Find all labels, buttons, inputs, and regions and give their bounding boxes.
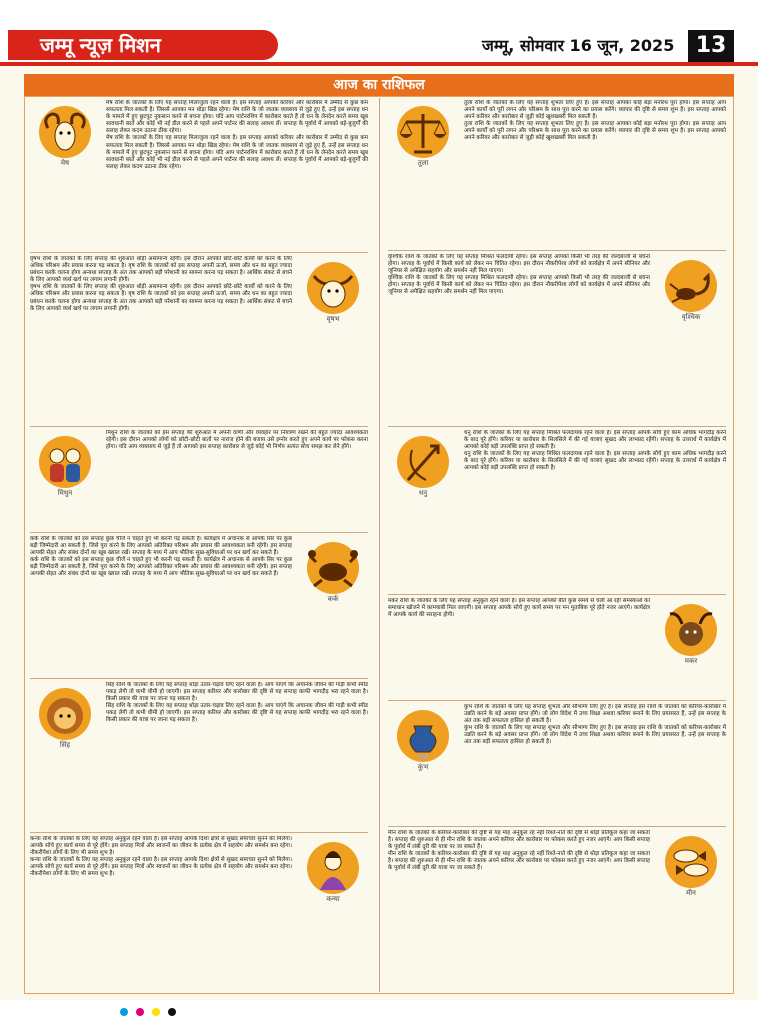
horoscope-text-continued: मीन राशि के जातकों के करियर-कारोबार की दृष्टि से यह माह अनुकूल रहे नहीं रिश्ते-नाते की दृष्टि से थोड़ा प्रतिकूल कहा जा सकता है। सप्ताह की शुरुआत से ही मीन राशि के जातक अपने करियर और कारोबार पर फोकस करते हुए नजर आएंगे। आप किसी सप्ताह के पूर्वार्ध में लंबी दूरी की यात्रा पर जा सकते हैं।: [388, 851, 650, 872]
divider: [30, 426, 368, 427]
sign-label: तुला: [417, 159, 429, 167]
horoscope-text: कर्क राशि के जातकों को इस सप्ताह कुछ चीजें न चाहते हुए भी करनी पड़ सकती हैं। कार्यक्षेत्र में अचानक से आपके सिर पर कुछ बड़ी जिम्मेदारी आ सकती है, जिसे पूरा करने के लिए आपको अतिरिक्त परिश्रम और प्रयास की आवश्यकता बनी रहेगी। इस सप्ताह आपकी सेहत और संबंध दोनों का खूब ख्याल रखें। सप्ताह के मध्य में आप भौतिक सुख-सुविधाओं पर धन खर्च कर सकते हैं।: [30, 536, 292, 557]
registration-mark-icon: [152, 1008, 160, 1016]
crab-icon: [298, 536, 368, 606]
header-rule: [0, 62, 758, 66]
horoscope-text: धनु राशि के जातकों के लिए यह सप्ताह मिश्रित फलदायक रहने वाला है। इस सप्ताह आपके सोचे हुए काम अधिक भागदौड़ करने के बाद पूरे होंगे। करियर या कारोबार के सिलसिले में की गई यात्राएं सुखद और लाभप्रद रहेंगी। सप्ताह के उत्तरार्ध में कार्यक्षेत्र में आपको कोई बड़ी उपलब्धि प्राप्त हो सकती है।: [464, 430, 726, 451]
column-divider: [379, 98, 380, 992]
horoscope-meen: [388, 830, 726, 990]
horoscope-text: कुंभ राशि के जातकों के लिए यह सप्ताह शुभता और सौभाग्य लिए हुए है। इस सप्ताह इस राशि के जातकों को करियर-कारोबार में उन्नति करने के बड़े अवसर प्राप्त होंगे। जो लोग विदेश में उच्च शिक्षा अथवा करियर बनाने के लिए प्रयासरत हैं, उन्हें इस सप्ताह के अंत तक बड़ी सफलता हासिल हो सकती है।: [464, 704, 726, 725]
divider: [30, 252, 368, 253]
horoscope-text: वृश्चिक राशि के जातकों के लिए यह सप्ताह मिश्रित फलदायी रहेगा। इस सप्ताह आपको किसी भी तरह की जल्दबाजी से बचना होगा। सप्ताह के पूर्वार्ध में किसी कार्य को लेकर मन चिंतित रहेगा। इस दौरान नौकरीपेशा लोगों को कार्यक्षेत्र में अपने सीनियर और जूनियर से अपेक्षित सहयोग और समर्थन नहीं मिल पाएगा।: [388, 254, 650, 275]
archer-icon: [388, 430, 458, 500]
divider: [30, 532, 368, 533]
goat-icon: [656, 598, 726, 668]
sign-label: धनु: [418, 489, 428, 497]
bull-icon: [298, 256, 368, 326]
horoscope-text: मिथुन राशि के जातकों को इस सप्ताह की शुरुआत में अपनी वाणी और व्यवहार पर नियंत्रण रखने की बहुत ज्यादा आवश्यकता रहेगी। इस दौरान आपको लोगों को छोटी-छोटी बातों पर नाराज होने की बजाय उसे इग्नोर करते हुए अपने कार्य पर फोकस करना होगा। यदि आप व्यवसाय से जुड़े हैं तो आपको इस सप्ताह कारोबार से जुड़े कोई भी निर्णय अत्यंत सोच समझ कर लेने होंगे।: [106, 430, 368, 451]
horoscope-kumbh: [388, 704, 726, 824]
horoscope-text: तुला राशि के जातकों के लिए यह सप्ताह शुभता लिए हुए है। इस सप्ताह आपका कोई बड़ा मनोरथ पूरा होगा। इस सप्ताह आप अपने कार्यों को पूरी लगन और परिश्रम के साथ पूरा करने का प्रयास करेंगे। व्यापार की दृष्टि से समय शुभ है। इस सप्ताह आपको अपने करियर और कारोबार से जुड़ी कोई खुशखबरी मिल सकती है।: [464, 100, 726, 121]
sign-label: मिथुन: [57, 489, 73, 497]
horoscope-text-continued: वृषभ राशि के जातकों के लिए सप्ताह की शुरुआत थोड़ी असामान्य रहेगी। इस दौरान आपको छोटे-छोटे कार्यों को करने के लिए अधिक परिश्रम और प्रयास करना पड़ सकता है। वृष राशि के जातकों को इस सप्ताह अपनी ऊर्जा, समय और धन का बहुत ज्यादा प्रबंधन करके चलना होगा अन्यथा सप्ताह के अंत तक आपको बड़ी परेशानी का सामना करना पड़ सकता है। आर्थिक संकट से बचने के लिए आपको व्यर्थ खर्च पर लगाम लगानी होगी।: [30, 284, 292, 312]
horoscope-text: मकर राशि के जातकों के लिए यह सप्ताह अनुकूल रहने वाला है। इस सप्ताह आपको बीते कुछ समय से चली आ रही समस्याओं का समाधान खोजने में कामयाबी मिल जाएगी। इस सप्ताह आपके सोचे हुए कार्य समय पर मन मुताबिक पूरे होते नजर आएंगे। कार्यक्षेत्र में आपके कार्य की सराहना होगी।: [388, 598, 650, 619]
maiden-icon: [298, 836, 368, 906]
sign-label: कुंभ: [417, 763, 429, 771]
horoscope-kanya: [30, 836, 368, 990]
horoscope-text-continued: सिंह राशि के जातकों के लिए यह सप्ताह थोड़ा उतार-चढ़ाव लिए रहने वाला है। आप पाएंगे कि अचानक जीवन की गाड़ी कभी स्पीड पकड़ लेगी तो कभी धीमी हो जाएगी। इस सप्ताह करियर और कारोबार की दृष्टि से यह सप्ताह काफी भागदौड़ भरा रहने वाला है। किसी प्रकार की यात्रा पर जाना पड़ सकता है।: [106, 703, 368, 724]
masthead: [0, 0, 758, 62]
scorpion-icon: [656, 254, 726, 324]
horoscope-text: कन्या राशि के जातकों के लिए यह सप्ताह अनुकूल रहने वाला है। इस सप्ताह आपके दिशा क्षेत्रों से सुखद समाचार सुनने को मिलेगा। आपके सोचे हुए कार्य समय से पूरे होंगे। इस सप्ताह मित्रों और स्वजनों का जीवन के प्रत्येक क्षेत्र में सहयोग और समर्थन बना रहेगा। नौकरीपेशा लोगों के लिए भी समय शुभ है।: [30, 836, 292, 857]
horoscope-text-continued: धनु राशि के जातकों के लिए यह सप्ताह मिश्रित फलदायक रहने वाला है। इस सप्ताह आपके सोचे हुए काम अधिक भागदौड़ करने के बाद पूरे होंगे। करियर या कारोबार के सिलसिले में की गई यात्राएं सुखद और लाभप्रद रहेंगी। सप्ताह के उत्तरार्ध में कार्यक्षेत्र में आपको कोई बड़ी उपलब्धि प्राप्त हो सकती है।: [464, 451, 726, 472]
sign-label: कन्या: [326, 895, 340, 903]
horoscope-kark: [30, 536, 368, 676]
sign-label: वृश्चिक: [681, 313, 701, 321]
horoscope-text: सिंह राशि के जातकों के लिए यह सप्ताह थोड़ा उतार-चढ़ाव लिए रहने वाला है। आप पाएंगे कि अचानक जीवन की गाड़ी कभी स्पीड पकड़ लेगी तो कभी धीमी हो जाएगी। इस सप्ताह करियर और कारोबार की दृष्टि से यह सप्ताह काफी भागदौड़ भरा रहने वाला है। किसी प्रकार की यात्रा पर जाना पड़ सकता है।: [106, 682, 368, 703]
horoscope-text-continued: तुला राशि के जातकों के लिए यह सप्ताह शुभता लिए हुए है। इस सप्ताह आपका कोई बड़ा मनोरथ पूरा होगा। इस सप्ताह आप अपने कार्यों को पूरी लगन और परिश्रम के साथ पूरा करने का प्रयास करेंगे। व्यापार की दृष्टि से समय शुभ है। इस सप्ताह आपको अपने करियर और कारोबार से जुड़ी कोई खुशखबरी मिल सकती है।: [464, 121, 726, 142]
scales-icon: [388, 100, 458, 170]
divider: [388, 826, 726, 827]
registration-mark-icon: [168, 1008, 176, 1016]
horoscope-text-continued: वृश्चिक राशि के जातकों के लिए यह सप्ताह मिश्रित फलदायी रहेगा। इस सप्ताह आपको किसी भी तरह की जल्दबाजी से बचना होगा। सप्ताह के पूर्वार्ध में किसी कार्य को लेकर मन चिंतित रहेगा। इस दौरान नौकरीपेशा लोगों को कार्यक्षेत्र में अपने सीनियर और जूनियर से अपेक्षित सहयोग और समर्थन नहीं मिल पाएगा।: [388, 275, 650, 296]
horoscope-mithun: [30, 430, 368, 530]
horoscope-text-continued: कुंभ राशि के जातकों के लिए यह सप्ताह शुभता और सौभाग्य लिए हुए है। इस सप्ताह इस राशि के जातकों को करियर-कारोबार में उन्नति करने के बड़े अवसर प्राप्त होंगे। जो लोग विदेश में उच्च शिक्षा अथवा करियर बनाने के लिए प्रयासरत हैं, उन्हें इस सप्ताह के अंत तक बड़ी सफलता हासिल हो सकती है।: [464, 725, 726, 746]
dateline: जम्मू, सोमवार 16 जून, 2025: [482, 36, 675, 55]
section-title: आज का राशिफल: [24, 74, 734, 96]
horoscope-text: मेष राशि के जातकों के लिए यह सप्ताह मिलाजुला रहने वाला है। इस सप्ताह आपको करियर और कारोबार में उम्मीद से कुछ कम सफलता मिल सकती है। जिससे आपका मन थोड़ा खिन्न रहेगा। मेष राशि के जो जातक व्यवसाय से जुड़े हुए हैं, उन्हें इस सप्ताह धन के मामले में हुए छुटपुट नुकसान करने से बचना होगा। यदि आप पार्टनरशिप में कारोबार करते हैं तो धन के लेनदेन करते समय खूब सावधानी बरतें और कोई भी नई डील करने से पहले अपने पार्टनर की सलाह अवश्य लें। सप्ताह के पूर्वार्ध में आपको बड़े-बुजुर्गों की सलाह लेकर कदम उठाना ठीक रहेगा।: [106, 100, 368, 135]
registration-mark-icon: [136, 1008, 144, 1016]
page-number: 13: [688, 30, 734, 62]
fish-icon: [656, 830, 726, 900]
pot-icon: [388, 704, 458, 774]
footer: [0, 1000, 758, 1024]
horoscope-mesh: [30, 100, 368, 250]
sign-label: मेष: [60, 159, 70, 167]
sign-label: मीन: [686, 889, 696, 897]
sign-label: कर्क: [327, 595, 339, 603]
horoscope-text-continued: कर्क राशि के जातकों को इस सप्ताह कुछ चीजें न चाहते हुए भी करनी पड़ सकती हैं। कार्यक्षेत्र में अचानक से आपके सिर पर कुछ बड़ी जिम्मेदारी आ सकती है, जिसे पूरा करने के लिए आपको अतिरिक्त परिश्रम और प्रयास की आवश्यकता बनी रहेगी। इस सप्ताह आपकी सेहत और संबंध दोनों का खूब ख्याल रखें। सप्ताह के मध्य में आप भौतिक सुख-सुविधाओं पर धन खर्च कर सकते हैं।: [30, 557, 292, 578]
horoscope-singh: [30, 682, 368, 830]
registration-mark-icon: [120, 1008, 128, 1016]
divider: [388, 426, 726, 427]
horoscope-vrishchik: [388, 254, 726, 424]
divider: [30, 678, 368, 679]
ram-icon: [30, 100, 100, 170]
divider: [388, 700, 726, 701]
horoscope-text: वृषभ राशि के जातकों के लिए सप्ताह की शुरुआत थोड़ी असामान्य रहेगी। इस दौरान आपको छोटे-छोटे कार्यों को करने के लिए अधिक परिश्रम और प्रयास करना पड़ सकता है। वृष राशि के जातकों को इस सप्ताह अपनी ऊर्जा, समय और धन का बहुत ज्यादा प्रबंधन करके चलना होगा अन्यथा सप्ताह के अंत तक आपको बड़ी परेशानी का सामना करना पड़ सकता है। आर्थिक संकट से बचने के लिए आपको व्यर्थ खर्च पर लगाम लगानी होगी।: [30, 256, 292, 284]
divider: [388, 594, 726, 595]
sign-label: मकर: [684, 657, 698, 665]
lion-icon: [30, 682, 100, 752]
horoscope-makar: [388, 598, 726, 698]
horoscope-text-continued: कन्या राशि के जातकों के लिए यह सप्ताह अनुकूल रहने वाला है। इस सप्ताह आपके दिशा क्षेत्रों से सुखद समाचार सुनने को मिलेगा। आपके सोचे हुए कार्य समय से पूरे होंगे। इस सप्ताह मित्रों और स्वजनों का जीवन के प्रत्येक क्षेत्र में सहयोग और समर्थन बना रहेगा। नौकरीपेशा लोगों के लिए भी समय शुभ है।: [30, 857, 292, 878]
sign-label: सिंह: [59, 741, 71, 749]
newspaper-title: जम्मू न्यूज़ मिशन: [8, 30, 278, 60]
divider: [388, 250, 726, 251]
horoscope-text-continued: मेष राशि के जातकों के लिए यह सप्ताह मिलाजुला रहने वाला है। इस सप्ताह आपको करियर और कारोबार में उम्मीद से कुछ कम सफलता मिल सकती है। जिससे आपका मन थोड़ा खिन्न रहेगा। मेष राशि के जो जातक व्यवसाय से जुड़े हुए हैं, उन्हें इस सप्ताह धन के मामले में हुए छुटपुट नुकसान करने से बचना होगा। यदि आप पार्टनरशिप में कारोबार करते हैं तो धन के लेनदेन करते समय खूब सावधानी बरतें और कोई भी नई डील करने से पहले अपने पार्टनर की सलाह अवश्य लें। सप्ताह के पूर्वार्ध में आपको बड़े-बुजुर्गों की सलाह लेकर कदम उठाना ठीक रहेगा।: [106, 135, 368, 170]
twins-icon: [30, 430, 100, 500]
horoscope-tula: [388, 100, 726, 248]
horoscope-vrishabh: [30, 256, 368, 424]
horoscope-dhanu: [388, 430, 726, 592]
divider: [30, 832, 368, 833]
horoscope-text: मीन राशि के जातकों के करियर-कारोबार की दृष्टि से यह माह अनुकूल रहे नहीं रिश्ते-नाते की दृष्टि से थोड़ा प्रतिकूल कहा जा सकता है। सप्ताह की शुरुआत से ही मीन राशि के जातक अपने करियर और कारोबार पर फोकस करते हुए नजर आएंगे। आप किसी सप्ताह के पूर्वार्ध में लंबी दूरी की यात्रा पर जा सकते हैं।: [388, 830, 650, 851]
sign-label: वृषभ: [326, 315, 340, 323]
